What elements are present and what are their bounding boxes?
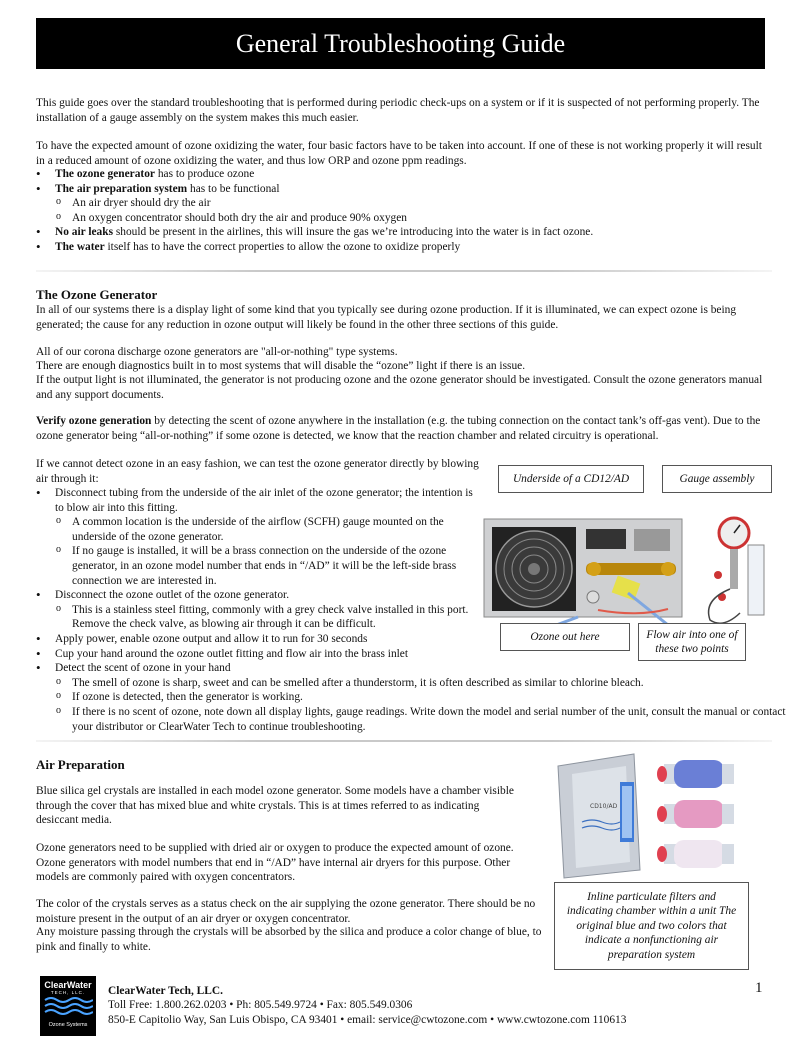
air-prep-paragraph-3a: The color of the crystals serves as a status check on the air supplying the ozone generator. There should be no moisture present in the output of an air dryer or oxygen concentrator. <box>36 898 536 925</box>
logo-bottom: Ozone Systems <box>48 1022 88 1028</box>
factor-text: should be present in the airlines, this will insure the gas we’re introducing into the water is in fact ozone. <box>113 226 594 239</box>
section-divider <box>36 740 772 742</box>
factor-bold: No air leaks <box>55 226 114 239</box>
page-number: 1 <box>755 980 763 996</box>
sub-item: o The smell of ozone is sharp, sweet and can be smelled after a thunderstorm, it is often described as similar to chlorine bleach. <box>55 676 787 691</box>
sub-item: o If ozone is detected, then the generator is working. <box>55 690 787 705</box>
intro-paragraph-1: This guide goes over the standard troubleshooting that is performed during periodic check-ups on a system or if it is suspected of not performing properly. The installation of a gauge assembly on the system makes this much easier. <box>36 97 760 124</box>
ozone-paragraph-2c: If the output light is not illuminated, the generator is not producing ozone and the ozone generator should be investigated. Consult the ozone generators manual and any support documents. <box>36 374 763 401</box>
caption-air-prep: Inline particulate filters and indicating chamber within a unit The original blue and two colors that indicate a nonfunctioning air preparation system <box>554 882 749 970</box>
title-banner <box>36 18 765 69</box>
step-text: Disconnect tubing from the underside of the air inlet of the ozone generator; the intention is to blow air into this fitting. <box>55 487 473 514</box>
sub-item: o An oxygen concentrator should both dry the air and produce 90% oxygen <box>55 211 768 226</box>
verify-bold: Verify ozone generation <box>36 415 152 427</box>
verify-text: by detecting the scent of ozone anywhere in the installation (e.g. the tubing connection on the contact tank’s off-gas vent). Due to the ozone generator being “all-or-nothing” if some ozone is detected, we know that the reaction chamber and related circuitry is operational. <box>36 415 761 442</box>
footer-phones: Toll Free: 1.800.262.0203 • Ph: 805.549.9724 • Fax: 805.549.0306 <box>108 999 413 1011</box>
step-text: Apply power, enable ozone output and allow it to run for 30 seconds <box>55 632 368 645</box>
step-text: Detect the scent of ozone in your hand <box>55 662 231 675</box>
sub-item: o This is a stainless steel fitting, commonly with a grey check valve installed in this port. Remove the check valve, as blowing air through it can be difficult. <box>55 603 476 632</box>
company-logo <box>40 976 96 1036</box>
section-divider <box>36 270 772 272</box>
step-text: Cup your hand around the ozone outlet fitting and flow air into the brass inlet <box>55 647 409 660</box>
list-item <box>36 661 787 734</box>
ozone-paragraph-1: In all of our systems there is a display light of some kind that you typically see during ozone production. If it is illuminated, we can expect ozone is being generated; the cause for any reduction in ozone output will likely be found in the other three sections of this guide. <box>36 304 737 331</box>
sub-item: o An air dryer should dry the air <box>55 196 768 211</box>
caption-underside: Underside of a CD12/AD <box>498 465 644 493</box>
list-item <box>36 632 476 647</box>
footer-address: 850-E Capitolio Way, San Luis Obispo, CA 93401 • email: service@cwtozone.com • www.cwtozone.com 110613 <box>108 1014 627 1026</box>
list-item <box>36 647 476 662</box>
list-item <box>36 588 476 632</box>
factor-text: has to be functional <box>187 182 280 195</box>
air-prep-paragraph-2: Ozone generators need to be supplied with dried air or oxygen to produce the expected amount of ozone. Ozone generators with model numbers that end in “/AD” have internal air dryers for this purpose. Other models are commonly paired with oxygen concentrators. <box>36 842 514 884</box>
intro-paragraph-2: To have the expected amount of ozone oxidizing the water, four basic factors have to be taken into account. If one of these is not working properly it will result in a reduced amount of ozone oxidizing the water, and thus low ORP and ozone ppm readings. <box>36 140 762 167</box>
air-prep-heading: Air Preparation <box>36 757 125 772</box>
caption-ozone-out: Ozone out here <box>500 623 630 651</box>
step-text: Disconnect the ozone outlet of the ozone generator. <box>55 589 290 602</box>
factor-bold: The ozone generator <box>55 168 155 180</box>
air-prep-photo <box>550 752 758 882</box>
ozone-paragraph-2a: All of our corona discharge ozone generators are "all-or-nothing" type systems. <box>36 346 398 358</box>
verify-paragraph <box>36 414 776 443</box>
list-item <box>36 225 768 240</box>
factor-bold: The water <box>55 240 105 253</box>
power-socket <box>586 529 626 549</box>
air-prep-paragraph-3b: Any moisture passing through the crystals will be absorbed by the silica and produce a color change of blue, to pink and finally to white. <box>36 926 542 953</box>
factor-text: has to produce ozone <box>154 168 255 180</box>
logo-mid: TECH, LLC. <box>50 990 86 995</box>
ozone-generator-heading: The Ozone Generator <box>36 287 158 302</box>
waves-icon <box>43 995 93 1017</box>
list-item <box>36 167 768 182</box>
factor-text: itself has to have the correct properties to allow the ozone to oxidize properly <box>104 240 461 253</box>
sub-item: o If no gauge is installed, it will be a brass connection on the underside of the ozone generator, in an ozone model number that ends in “/AD” it will be the left-side brass connection we are interested in. <box>55 544 476 588</box>
generator-underside-photo <box>478 505 773 630</box>
footer-company: ClearWater Tech, LLC. <box>108 985 223 997</box>
page-title: General Troubleshooting Guide <box>235 29 566 58</box>
logo-top: ClearWater <box>44 980 92 990</box>
ozone-paragraph-2b: There are enough diagnostics built in to most systems that will disable the “ozone” light if there is an issue. <box>36 360 526 372</box>
caption-gauge: Gauge assembly <box>662 465 772 493</box>
list-item <box>36 240 768 255</box>
sub-item: o If there is no scent of ozone, note down all display lights, gauge readings. Write down the model and serial number of the unit, consult the manual or contact your distributor or ClearWater Tech to continue troubleshooting. <box>55 705 787 734</box>
factors-list <box>36 167 768 255</box>
filter-white <box>657 840 734 868</box>
factor-bold: The air preparation system <box>55 182 188 195</box>
sub-item: o A common location is the underside of the airflow (SCFH) gauge mounted on the underside of the ozone generator. <box>55 515 476 544</box>
direct-test-intro: If we cannot detect ozone in an easy fashion, we can test the ozone generator directly by blowing air through it: <box>36 458 479 485</box>
filter-pink <box>657 800 734 828</box>
list-item <box>36 182 768 226</box>
unit-label: CD10/AD <box>590 803 618 810</box>
list-item <box>36 486 476 588</box>
caption-flow-air: Flow air into one of these two points <box>638 623 746 661</box>
air-prep-paragraph-1: Blue silica gel crystals are installed in each model ozone generator. Some models have a chamber visible through the cover that has mixed blue and white crystals. This is at times referred to as indicating desiccant media. <box>36 785 514 827</box>
filter-blue <box>657 760 734 788</box>
